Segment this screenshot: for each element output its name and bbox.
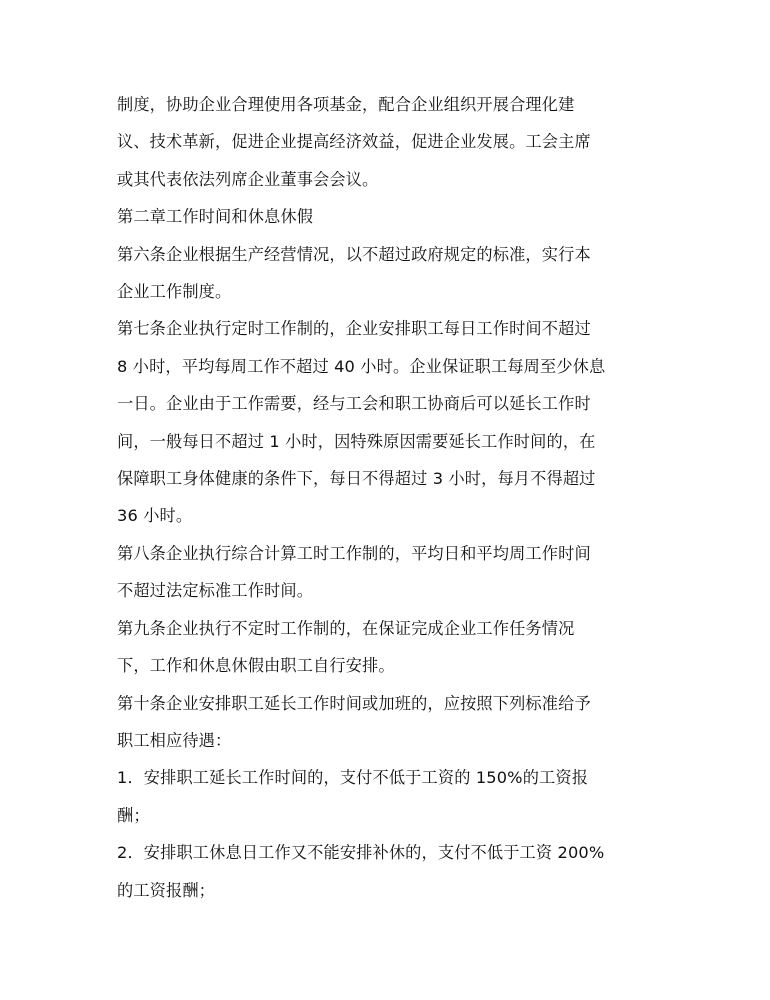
list-item-1 (117, 759, 662, 834)
list-item-2 (117, 834, 662, 909)
article-9 (117, 610, 662, 685)
text-line: 制度，协助企业合理使用各项基金，配合企业组织开展合理化建 (117, 95, 575, 114)
text-line: 间，一般每日不超过 1 小时，因特殊原因需要延长工作时间的，在 (117, 431, 596, 451)
chapter-title: 第二章工作时间和休息休假 (117, 207, 314, 227)
article-6 (117, 236, 662, 311)
text-line: 1．安排职工延长工作时间的，支付不低于工资的 150%的工资报 (117, 768, 589, 788)
text-line: 36 小时。 (117, 506, 193, 526)
article-8 (117, 535, 662, 610)
text-line: 第七条企业执行定时工作制的，企业安排职工每日工作时间不超过 (117, 319, 591, 339)
article-7 (117, 310, 662, 534)
text-line: 议、技术革新，促进企业提高经济效益，促进企业发展。工会主席 (117, 132, 591, 152)
document-body (117, 86, 662, 909)
text-line: 不超过法定标准工作时间。 (117, 581, 314, 601)
chapter-heading (117, 198, 662, 235)
article-10 (117, 685, 662, 760)
text-line: 第十条企业安排职工延长工作时间或加班的，应按照下列标准给予 (117, 693, 591, 713)
text-line: 第八条企业执行综合计算工时工作制的，平均日和平均周工作时间 (117, 543, 591, 563)
text-line: 下，工作和休息休假由职工自行安排。 (117, 656, 395, 676)
text-line: 8 小时，平均每周工作不超过 40 小时。企业保证职工每周至少休息 (117, 356, 606, 376)
text-line: 保障职工身体健康的条件下，每日不得超过 3 小时，每月不得超过 (117, 469, 596, 489)
text-line: 职工相应待遇： (117, 730, 232, 750)
text-line: 一日。企业由于工作需要，经与工会和职工协商后可以延长工作时 (117, 394, 591, 414)
text-line: 酬； (117, 805, 150, 825)
text-line: 的工资报酬； (117, 880, 216, 900)
text-line: 或其代表依法列席企业董事会会议。 (117, 169, 379, 189)
paragraph-union-role (117, 86, 662, 198)
text-line: 第六条企业根据生产经营情况，以不超过政府规定的标准，实行本 (117, 244, 591, 264)
text-line: 企业工作制度。 (117, 282, 232, 302)
text-line: 2．安排职工休息日工作又不能安排补休的，支付不低于工资 200% (117, 843, 605, 863)
text-line: 第九条企业执行不定时工作制的，在保证完成企业工作任务情况 (117, 618, 575, 638)
